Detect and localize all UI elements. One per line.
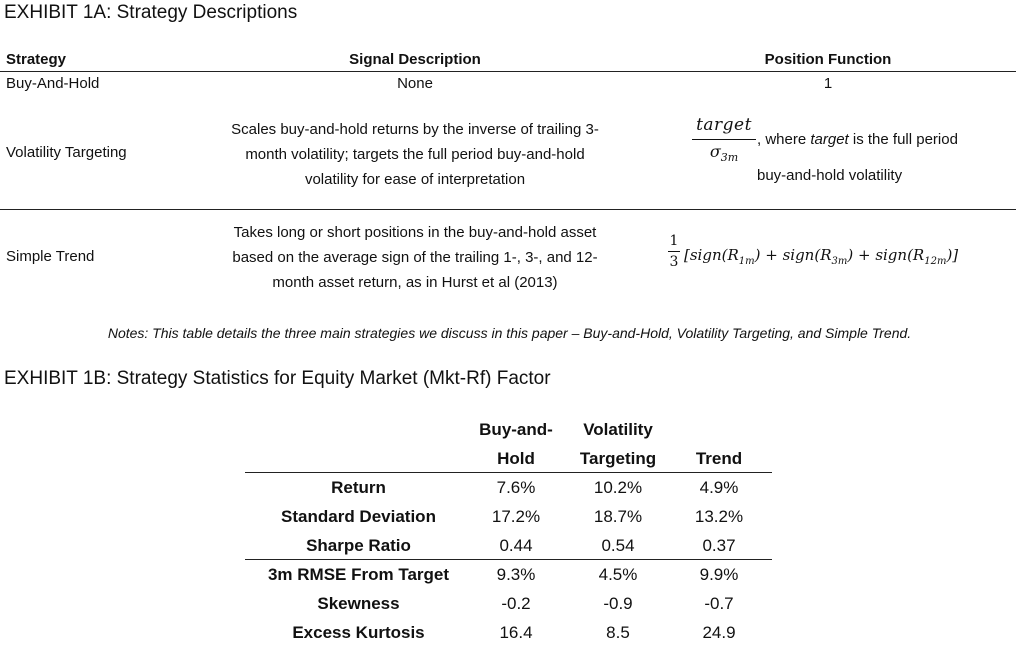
header-signal-description: Signal Description [349,51,481,68]
row-label-excess-kurtosis: Excess Kurtosis [292,623,425,642]
table-cell: 24.9 [702,623,736,642]
table-cell: 17.2% [491,507,541,526]
table-cell: 4.9% [699,478,739,497]
row-label-return: Return [331,478,386,497]
table-cell: 13.2% [694,507,744,526]
table-cell: -0.7 [704,594,734,613]
table-cell: 0.54 [601,536,635,555]
signal-line: Scales buy-and-hold returns by the inverse of trailing 3- [231,121,599,138]
row-label-standard-deviation: Standard Deviation [281,507,436,526]
table-cell: 18.7% [593,507,643,526]
row-label-sharpe-ratio: Sharpe Ratio [306,536,411,555]
row-buy-and-hold-signal: None [397,75,433,92]
table-cell: -0.9 [603,594,633,613]
signal-line: Takes long or short positions in the buy-and-hold asset [233,224,597,241]
signal-line: month volatility; targets the full period buy-and-hold [245,146,585,163]
vol-target-fraction [690,115,758,168]
table-cell: 9.3% [496,565,536,584]
fraction-denominator: $\sigma_{3m}$ [709,142,739,165]
table-cell: 16.4 [499,623,533,642]
signal-line: month asset return, as in Hurst et al (2013) [272,274,558,291]
row-vol-targeting-signal [195,117,635,192]
fraction-numerator: target [696,115,752,135]
row-buy-and-hold-strategy: Buy-And-Hold [6,75,100,92]
fraction-bar [692,139,756,140]
exhibit-1b-title: EXHIBIT 1B: Strategy Statistics for Equity Market (Mkt-Rf) Factor [4,368,551,389]
column-header-vol-targeting: Volatility Targeting [579,420,657,468]
row-simple-trend-strategy: Simple Trend [6,248,95,265]
vol-target-position-text-line2: buy-and-hold volatility [757,167,903,184]
table-cell: 7.6% [496,478,536,497]
table-cell: 8.5 [606,623,630,642]
table-cell: 0.37 [702,536,736,555]
fraction-bar [668,251,680,252]
trend-position-formula: [$sign(R_{1m})$ + $sign(R_{3m})$ + $sign(R_{12m})$] [684,246,959,267]
fraction-denominator: 3 [669,254,679,270]
table-cell: 10.2% [593,478,643,497]
column-header-trend: Trend [695,449,743,468]
table-cell: -0.2 [501,594,531,613]
row-vol-targeting-strategy: Volatility Targeting [6,144,127,161]
vol-target-position-text: , where target is the full period [757,131,958,148]
trend-one-third-fraction [666,233,682,270]
fraction-numerator: 1 [669,233,679,249]
table-cell: 9.9% [699,565,739,584]
signal-line: based on the average sign of the trailing 1-, 3-, and 12- [232,249,598,266]
row-simple-trend-signal [195,220,635,295]
column-header-buy-and-hold: Buy-and- Hold [479,420,553,468]
table-1a-notes: Notes: This table details the three main strategies we discuss in this paper – Buy-and-Hold, Volatility Targeting, and Simple Trend. [107,325,912,341]
table-cell: 0.44 [499,536,533,555]
table-1a-header-rule [0,71,1016,72]
row-label-skewness: Skewness [317,594,400,613]
row-buy-and-hold-position: 1 [823,75,833,92]
table-cell: 4.5% [598,565,638,584]
row-label-rmse-from-target: 3m RMSE From Target [267,565,450,584]
exhibit-1a-title: EXHIBIT 1A: Strategy Descriptions [4,2,298,23]
table-1a-row-rule [0,209,1016,210]
signal-line: volatility for ease of interpretation [304,171,526,188]
header-position-function: Position Function [764,51,892,68]
header-strategy: Strategy [6,51,67,68]
